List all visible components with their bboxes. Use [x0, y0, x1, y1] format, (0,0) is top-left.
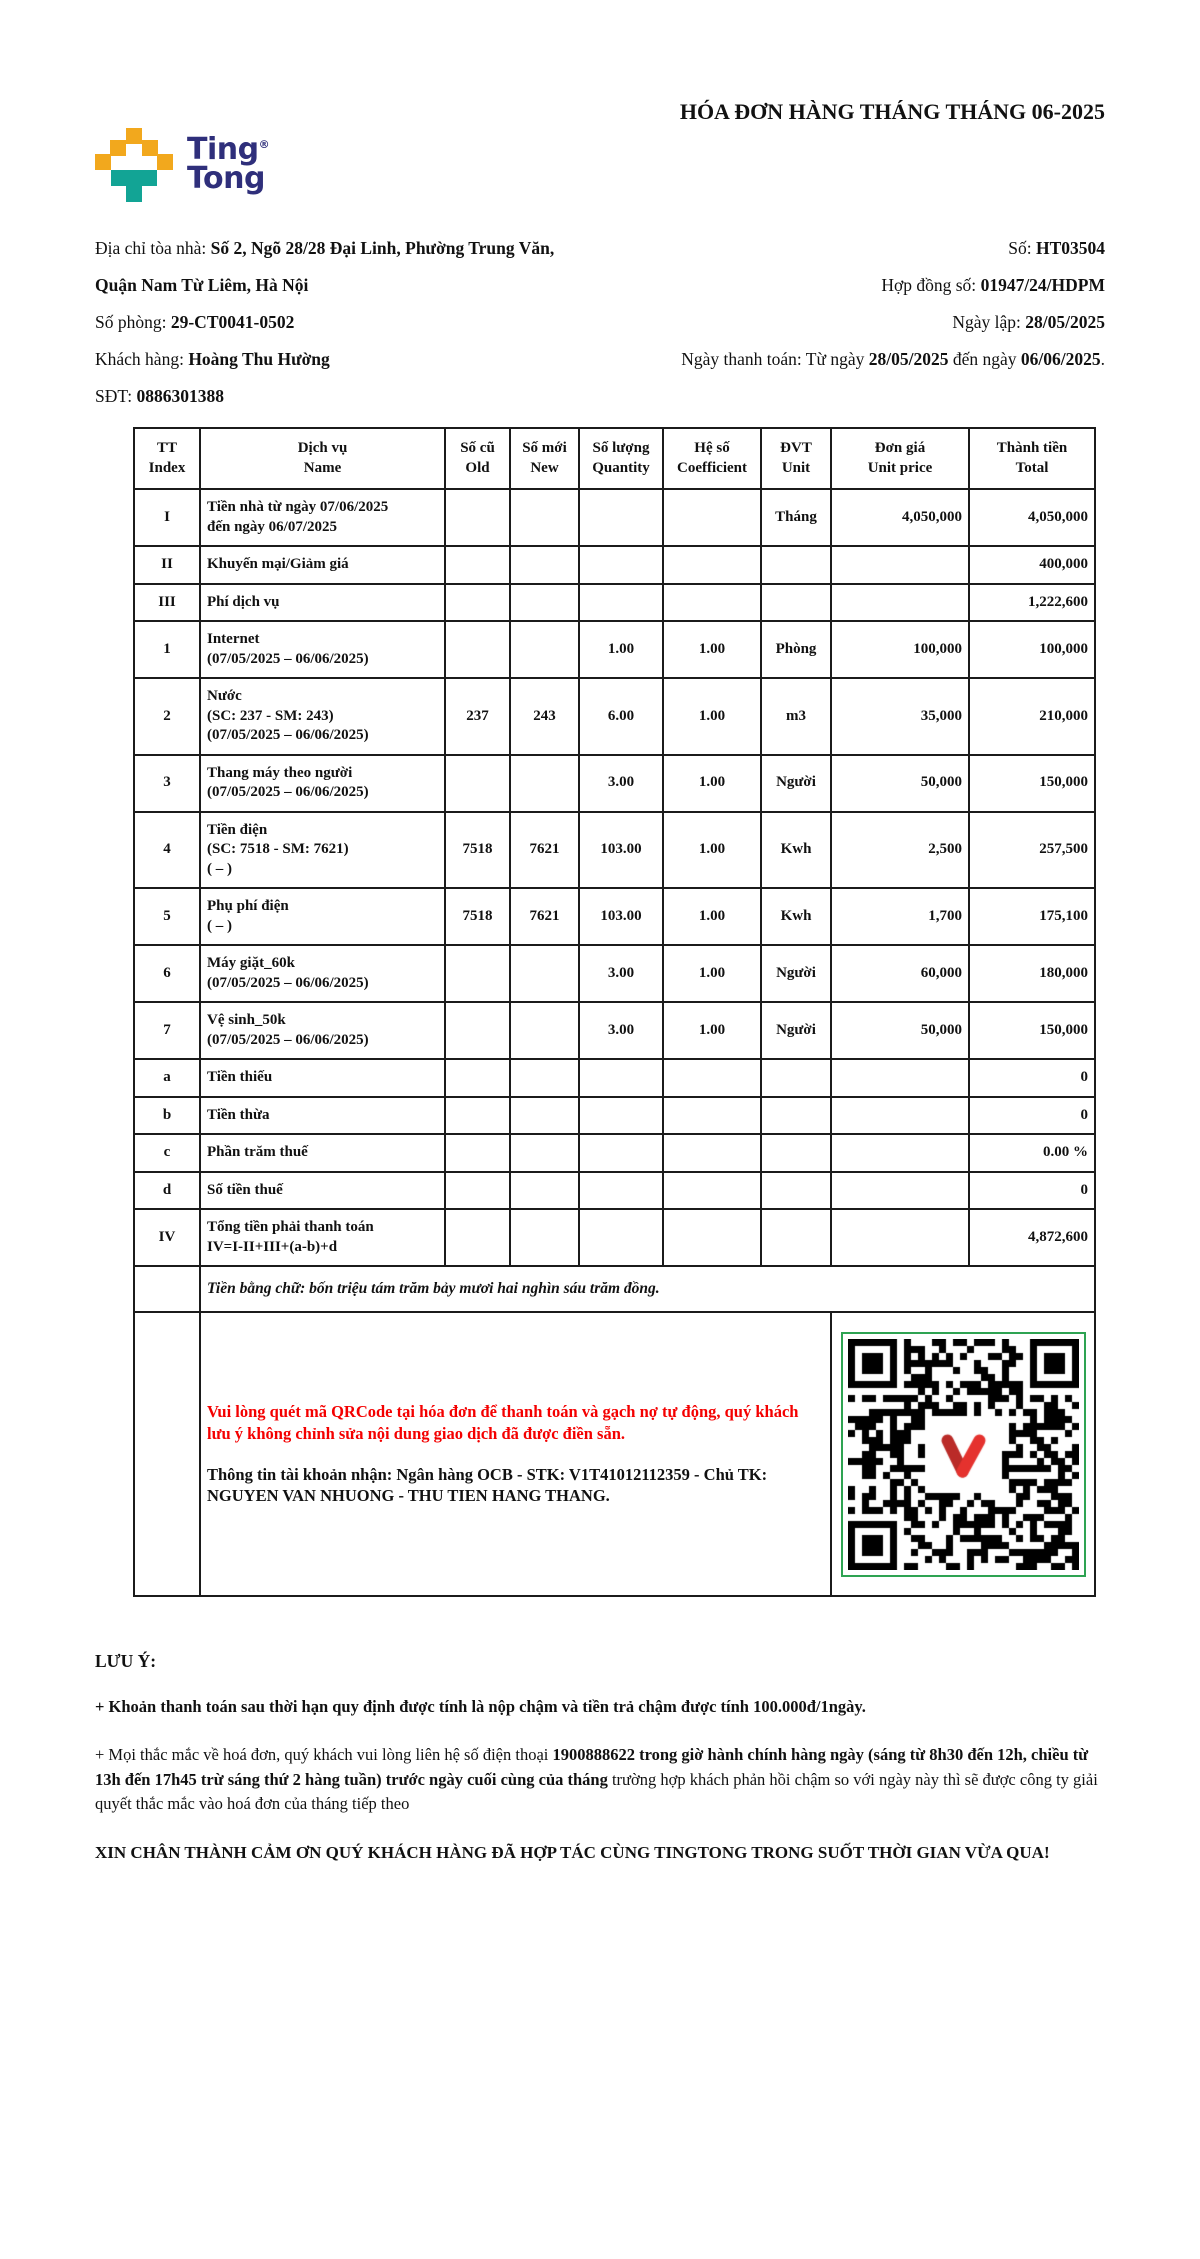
table-header — [134, 428, 1095, 489]
table-cell: Phòng — [761, 621, 831, 678]
table-cell: 1.00 — [663, 621, 761, 678]
table-cell — [761, 1059, 831, 1097]
table-cell: 1.00 — [663, 755, 761, 812]
table-cell: II — [134, 546, 200, 584]
customer-phone: SĐT: 0886301388 — [95, 386, 224, 406]
logo-line-2: Tong — [187, 160, 265, 196]
table-cell — [510, 546, 579, 584]
logo-pixel — [142, 140, 158, 156]
qr-cell — [831, 1312, 1095, 1596]
table-cell: 2,500 — [831, 812, 969, 889]
customer-name: Khách hàng: Hoàng Thu Hường — [95, 349, 330, 369]
table-cell — [445, 546, 510, 584]
table-row — [134, 1059, 1095, 1097]
table-cell: 5 — [134, 888, 200, 945]
brand-logo — [95, 128, 269, 204]
table-cell: 1.00 — [663, 1002, 761, 1059]
table-row — [134, 546, 1095, 584]
table-cell: IV — [134, 1209, 200, 1266]
table-cell — [510, 584, 579, 622]
table-cell — [579, 1172, 663, 1210]
qr-frame — [841, 1332, 1086, 1577]
contract-number: Hợp đồng số: 01947/24/HDPM — [881, 275, 1105, 295]
amount-in-words: Tiền bằng chữ: bốn triệu tám trăm bảy mươi hai nghìn sáu trăm đồng. — [200, 1266, 1095, 1312]
table-row — [134, 1134, 1095, 1172]
table-cell — [831, 1097, 969, 1135]
column-header: ĐVT Unit — [761, 428, 831, 489]
table-cell: Kwh — [761, 888, 831, 945]
table-row — [134, 812, 1095, 889]
table-cell: Thang máy theo người (07/05/2025 – 06/06/2025) — [200, 755, 445, 812]
table-cell: d — [134, 1172, 200, 1210]
table-cell: Vệ sinh_50k (07/05/2025 – 06/06/2025) — [200, 1002, 445, 1059]
logo-pixel — [126, 186, 142, 202]
table-cell: Người — [761, 1002, 831, 1059]
table-cell: 1.00 — [579, 621, 663, 678]
table-cell: Tiền thừa — [200, 1097, 445, 1135]
column-header: Hệ số Coefficient — [663, 428, 761, 489]
table-row — [134, 888, 1095, 945]
table-cell — [510, 1209, 579, 1266]
table-cell — [663, 1209, 761, 1266]
table-cell — [831, 1134, 969, 1172]
table-row — [134, 678, 1095, 755]
table-cell: 7 — [134, 1002, 200, 1059]
table-cell: 175,100 — [969, 888, 1095, 945]
table-cell: 400,000 — [969, 546, 1095, 584]
table-cell: 0.00 % — [969, 1134, 1095, 1172]
table-cell — [663, 1097, 761, 1135]
table-cell — [510, 489, 579, 546]
table-cell — [831, 1209, 969, 1266]
header — [0, 0, 1200, 204]
table-cell: 6.00 — [579, 678, 663, 755]
table-cell: a — [134, 1059, 200, 1097]
table-cell: Phần trăm thuế — [200, 1134, 445, 1172]
footer-notes — [0, 1597, 1200, 1866]
table-cell — [445, 1209, 510, 1266]
hotline-note: + Mọi thắc mắc về hoá đơn, quý khách vui lòng liên hệ số điện thoại 1900888622 trong giờ hành chính hàng ngày (sáng từ 8h30 đến 12h, chiều từ 13h đến 17h45 trừ sáng thứ 2 hàng tuần) trước ngày cuối cùng của tháng trường hợp khách phản hồi chậm so với ngày này thì sẽ được công ty giải quyết thắc mắc vào hoá đơn của tháng tiếp theo — [95, 1744, 1098, 1814]
table-cell — [761, 584, 831, 622]
table-row — [134, 584, 1095, 622]
invoice-table — [133, 427, 1096, 1597]
account-info: Thông tin tài khoản nhận: Ngân hàng OCB - STK: V1T41012112359 - Chủ TK: NGUYEN VAN NHUONG - THU TIEN HANG THANG. — [207, 1465, 768, 1506]
table-cell: 180,000 — [969, 945, 1095, 1002]
table-cell: 1,222,600 — [969, 584, 1095, 622]
table-cell — [445, 1172, 510, 1210]
amount-in-words-row — [134, 1266, 1095, 1312]
table-cell: 0 — [969, 1097, 1095, 1135]
notes-heading: LƯU Ý: — [95, 1651, 157, 1671]
table-cell — [663, 1059, 761, 1097]
table-cell: Máy giặt_60k (07/05/2025 – 06/06/2025) — [200, 945, 445, 1002]
table-cell: 7518 — [445, 812, 510, 889]
table-cell: 3.00 — [579, 1002, 663, 1059]
table-cell — [510, 1097, 579, 1135]
logo-pixel — [126, 128, 142, 144]
table-cell — [761, 1172, 831, 1210]
table-cell: Phụ phí điện ( – ) — [200, 888, 445, 945]
payment-row — [134, 1312, 1095, 1596]
table-cell — [510, 755, 579, 812]
table-cell: 60,000 — [831, 945, 969, 1002]
table-body — [134, 489, 1095, 1266]
table-footer-rows — [134, 1266, 1095, 1596]
table-cell: Khuyến mại/Giảm giá — [200, 546, 445, 584]
table-cell — [445, 489, 510, 546]
invoice-number: Số: HT03504 — [1008, 238, 1105, 258]
logo-line-1: Ting® — [187, 132, 270, 167]
table-cell — [510, 1172, 579, 1210]
table-row — [134, 945, 1095, 1002]
table-cell: 7621 — [510, 812, 579, 889]
payment-index-cell — [134, 1312, 200, 1596]
table-cell — [663, 546, 761, 584]
table-cell: 2 — [134, 678, 200, 755]
table-cell: Nước (SC: 237 - SM: 243) (07/05/2025 – 06/06/2025) — [200, 678, 445, 755]
table-cell: 0 — [969, 1059, 1095, 1097]
table-cell — [445, 755, 510, 812]
table-cell: Tiền nhà từ ngày 07/06/2025 đến ngày 06/07/2025 — [200, 489, 445, 546]
column-header: Đơn giá Unit price — [831, 428, 969, 489]
table-row — [134, 489, 1095, 546]
table-cell: Người — [761, 755, 831, 812]
table-row — [134, 1209, 1095, 1266]
table-cell: 103.00 — [579, 888, 663, 945]
table-cell: Số tiền thuế — [200, 1172, 445, 1210]
table-cell: b — [134, 1097, 200, 1135]
table-cell: Tổng tiền phải thanh toán IV=I-II+III+(a-b)+d — [200, 1209, 445, 1266]
issue-date: Ngày lập: 28/05/2025 — [952, 312, 1105, 332]
column-header: TT Index — [134, 428, 200, 489]
table-cell — [761, 546, 831, 584]
table-cell — [579, 584, 663, 622]
table-cell — [831, 1172, 969, 1210]
table-cell: 4 — [134, 812, 200, 889]
table-cell — [831, 1059, 969, 1097]
table-cell: 1 — [134, 621, 200, 678]
invoice-info — [0, 204, 1200, 415]
table-cell: 50,000 — [831, 755, 969, 812]
table-cell: 3.00 — [579, 755, 663, 812]
payment-instructions-cell — [200, 1312, 831, 1596]
logo-text — [187, 132, 270, 196]
table-cell: 1.00 — [663, 812, 761, 889]
table-cell: 1.00 — [663, 678, 761, 755]
table-cell: 100,000 — [969, 621, 1095, 678]
table-cell — [831, 546, 969, 584]
logo-pixel — [111, 170, 157, 186]
logo-pixel — [110, 140, 126, 156]
table-cell — [663, 584, 761, 622]
table-cell: 150,000 — [969, 1002, 1095, 1059]
table-cell: 210,000 — [969, 678, 1095, 755]
table-cell: 7621 — [510, 888, 579, 945]
table-cell: 103.00 — [579, 812, 663, 889]
table-cell — [445, 584, 510, 622]
room-number: Số phòng: 29-CT0041-0502 — [95, 312, 295, 332]
table-cell — [761, 1097, 831, 1135]
table-cell: 257,500 — [969, 812, 1095, 889]
payment-qr-code — [848, 1339, 1079, 1570]
table-cell: c — [134, 1134, 200, 1172]
building-address-line-1: Địa chỉ tòa nhà: Số 2, Ngõ 28/28 Đại Linh, Phường Trung Văn, — [95, 238, 555, 258]
table-cell: 1,700 — [831, 888, 969, 945]
invoice-meta — [619, 230, 1105, 415]
table-cell — [663, 489, 761, 546]
table-cell — [445, 1134, 510, 1172]
table-cell: 100,000 — [831, 621, 969, 678]
table-cell: Kwh — [761, 812, 831, 889]
table-cell: I — [134, 489, 200, 546]
table-cell: 7518 — [445, 888, 510, 945]
table-cell: Phí dịch vụ — [200, 584, 445, 622]
table-cell: Người — [761, 945, 831, 1002]
building-address-line-2: Quận Nam Từ Liêm, Hà Nội — [95, 275, 309, 295]
table-cell — [761, 1134, 831, 1172]
table-cell: m3 — [761, 678, 831, 755]
table-cell — [579, 1209, 663, 1266]
invoice-title: HÓA ĐƠN HÀNG THÁNG THÁNG 06-2025 — [679, 99, 1105, 124]
table-cell: 150,000 — [969, 755, 1095, 812]
table-cell: 6 — [134, 945, 200, 1002]
table-row — [134, 1097, 1095, 1135]
table-cell — [579, 1134, 663, 1172]
table-cell: 4,872,600 — [969, 1209, 1095, 1266]
table-cell — [510, 621, 579, 678]
late-payment-note: + Khoản thanh toán sau thời hạn quy định được tính là nộp chậm và tiền trả chậm được tính 100.000đ/1ngày. — [95, 1697, 866, 1716]
customer-info — [95, 230, 619, 415]
table-row — [134, 1172, 1095, 1210]
table-cell — [445, 945, 510, 1002]
table-cell — [663, 1172, 761, 1210]
table-cell: III — [134, 584, 200, 622]
column-header: Dịch vụ Name — [200, 428, 445, 489]
payment-period: Ngày thanh toán: Từ ngày 28/05/2025 đến ngày 06/06/2025. — [681, 349, 1105, 369]
table-header-row — [134, 428, 1095, 489]
table-row — [134, 1002, 1095, 1059]
table-cell: Tháng — [761, 489, 831, 546]
table-cell: Tiền thiếu — [200, 1059, 445, 1097]
qr-payment-note: Vui lòng quét mã QRCode tại hóa đơn để thanh toán và gạch nợ tự động, quý khách lưu ý không chỉnh sửa nội dung giao dịch đã được điền sẵn. — [207, 1402, 799, 1443]
table-cell — [579, 1097, 663, 1135]
column-header: Số mới New — [510, 428, 579, 489]
table-cell — [510, 1059, 579, 1097]
table-cell — [510, 1134, 579, 1172]
table-cell — [445, 1002, 510, 1059]
table-row — [134, 621, 1095, 678]
table-row — [134, 755, 1095, 812]
column-header: Thành tiền Total — [969, 428, 1095, 489]
table-cell: 237 — [445, 678, 510, 755]
table-cell: 35,000 — [831, 678, 969, 755]
amount-in-words-index-cell — [134, 1266, 200, 1312]
table-cell — [445, 1097, 510, 1135]
table-cell — [445, 1059, 510, 1097]
table-cell — [761, 1209, 831, 1266]
table-cell: 50,000 — [831, 1002, 969, 1059]
thank-you-note: XIN CHÂN THÀNH CẢM ƠN QUÝ KHÁCH HÀNG ĐÃ HỢP TÁC CÙNG TINGTONG TRONG SUỐT THỜI GIAN VỪA QUA! — [95, 1843, 1050, 1862]
logo-pixel — [157, 154, 173, 170]
table-cell — [579, 489, 663, 546]
table-cell: 1.00 — [663, 888, 761, 945]
table-cell: Internet (07/05/2025 – 06/06/2025) — [200, 621, 445, 678]
table-cell: 4,050,000 — [969, 489, 1095, 546]
logo-pixel — [95, 154, 111, 170]
registered-mark: ® — [258, 138, 270, 151]
table-cell — [663, 1134, 761, 1172]
table-cell: 1.00 — [663, 945, 761, 1002]
table-cell: 4,050,000 — [831, 489, 969, 546]
table-cell: 3.00 — [579, 945, 663, 1002]
table-cell: 243 — [510, 678, 579, 755]
table-cell: Tiền điện (SC: 7518 - SM: 7621) ( – ) — [200, 812, 445, 889]
table-cell: 0 — [969, 1172, 1095, 1210]
table-cell: 3 — [134, 755, 200, 812]
table-cell — [510, 945, 579, 1002]
table-cell — [579, 1059, 663, 1097]
tingtong-pixel-icon — [95, 128, 173, 204]
column-header: Số cũ Old — [445, 428, 510, 489]
column-header: Số lượng Quantity — [579, 428, 663, 489]
table-cell — [579, 546, 663, 584]
table-cell — [510, 1002, 579, 1059]
table-cell — [831, 584, 969, 622]
table-cell — [445, 621, 510, 678]
